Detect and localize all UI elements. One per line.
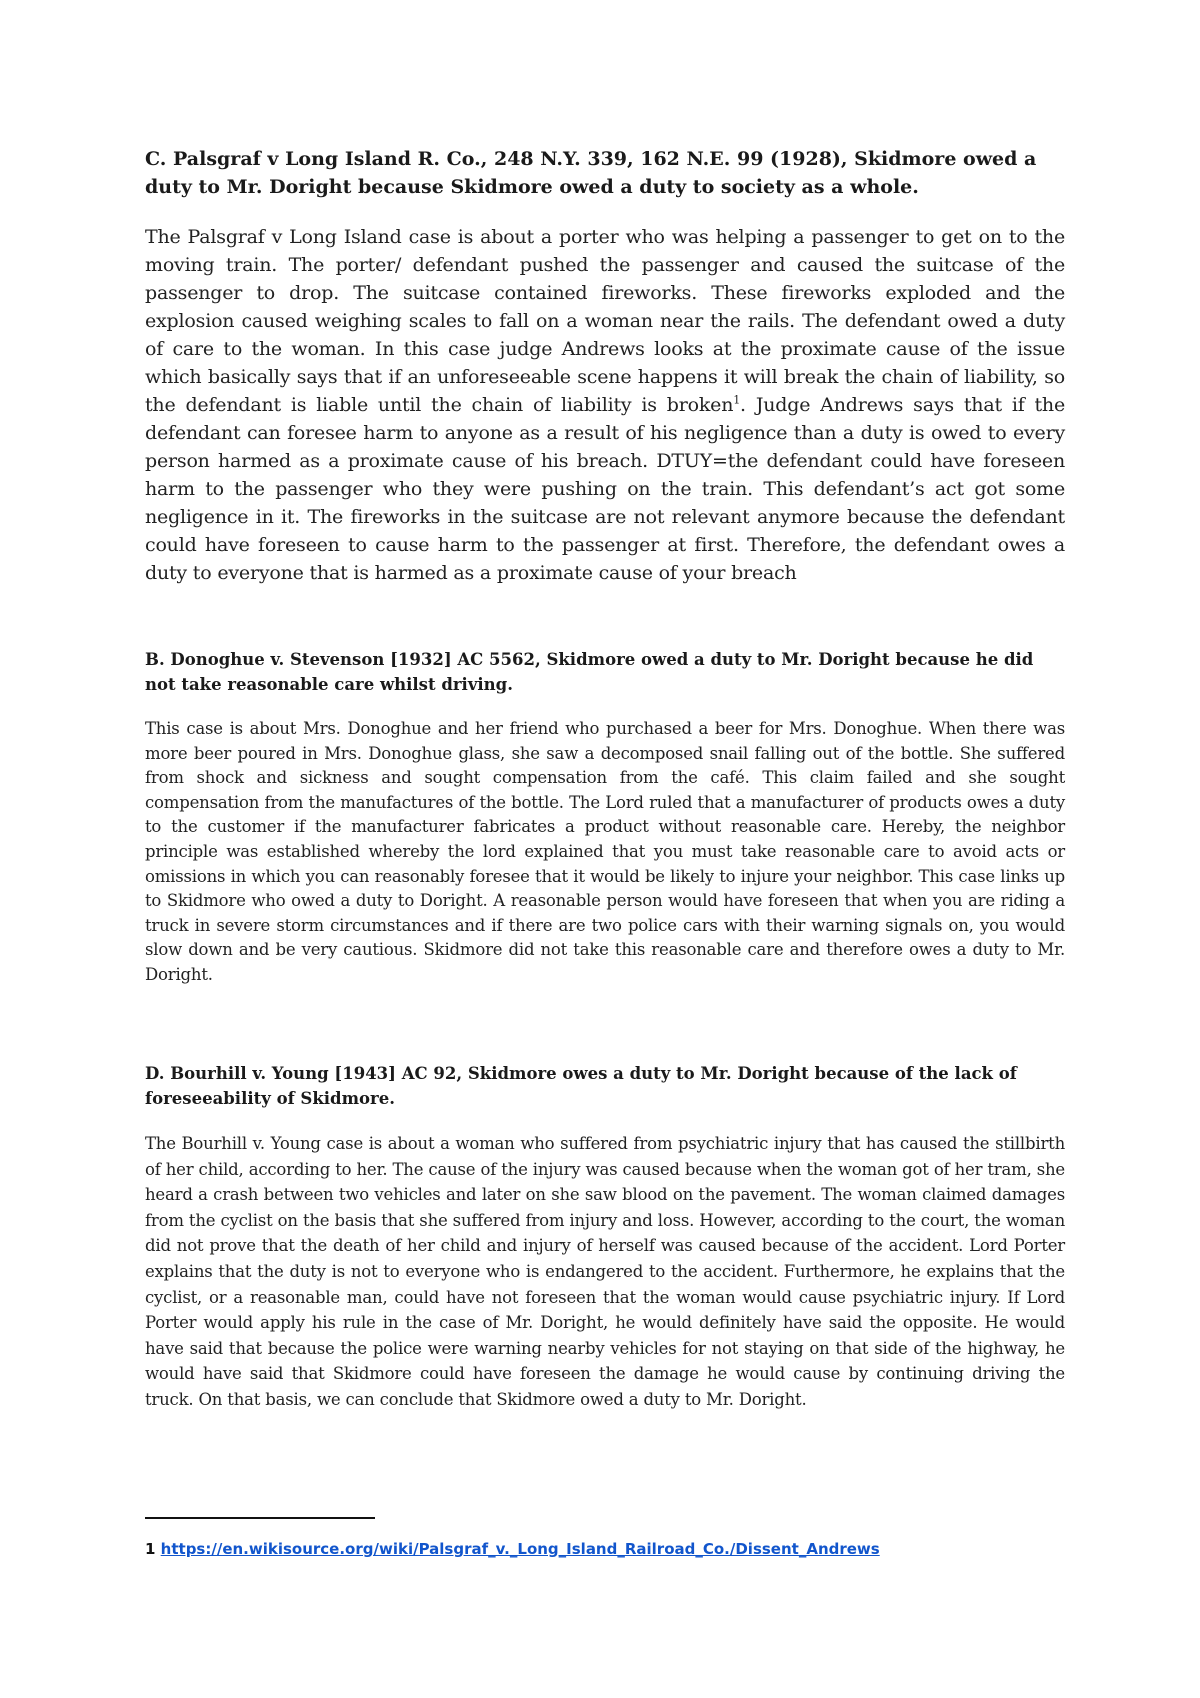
section-paragraph: The Bourhill v. Young case is about a woman who suffered from psychiatric injury that has caused the stillbirth of her child, according to her. The cause of the injury was caused because when the woman got of her tram, she heard a crash between two vehicles and later on she saw blood on the pavement. The woman claimed damages from the cyclist on the basis that she suffered from injury and loss. However, according to the court, the woman did not prove that the death of her child and injury of herself was caused because of the accident. Lord Porter explains that the duty is not to everyone who is endangered to the accident. Furthermore, he explains that the cyclist, or a reasonable man, could have not foreseen that the woman would cause psychiatric injury. If Lord Porter would apply his rule in the case of Mr. Doright, he would definitely have said the opposite. He would have said that because the police were warning nearby vehicles for not staying on that side of the highway, he would have said that Skidmore could have foreseen the damage he would cause by continuing driving the truck. On that basis, we can conclude that Skidmore owed a duty to Mr. Doright.: [145, 1134, 1065, 1409]
paragraph-text: . Judge Andrews says that if the defendant can foresee harm to anyone as a result of his negligence than a duty is owed to every person harmed as a proximate cause of his breach. DTUY=the defendant could have foreseen harm to the passenger who they were pushing on the train. This defendant’s act got some negligence in it. The fireworks in the suitcase are not relevant anymore because the defendant could have foreseen to cause harm to the passenger at first. Therefore, the defendant owes a duty to everyone that is harmed as a proximate cause of your breach: [145, 394, 1065, 584]
section-bourhill: [145, 1062, 1065, 1413]
footnote: [145, 1540, 880, 1558]
section-heading: D. Bourhill v. Young [1943] AC 92, Skidmore owes a duty to Mr. Doright because of the lack of foreseeability of Skidmore.: [145, 1064, 1017, 1108]
footnote-link[interactable]: https://en.wikisource.org/wiki/Palsgraf_v._Long_Island_Railroad_Co./Dissent_Andrews: [160, 1540, 880, 1558]
section-heading: C. Palsgraf v Long Island R. Co., 248 N.Y. 339, 162 N.E. 99 (1928), Skidmore owed a duty to Mr. Doright because Skidmore owed a duty to society as a whole.: [145, 148, 1037, 198]
section-palsgraf: [145, 145, 1065, 587]
footnote-reference[interactable]: 1: [733, 393, 741, 407]
section-paragraph: This case is about Mrs. Donoghue and her friend who purchased a beer for Mrs. Donoghue. When there was more beer poured in Mrs. Donoghue glass, she saw a decomposed snail falling out of the bottle. She suffered from shock and sickness and sought compensation from the café. This claim failed and she sought compensation from the manufactures of the bottle. The Lord ruled that a manufacturer of products owes a duty to the customer if the manufacturer fabricates a product without reasonable care. Hereby, the neighbor principle was established whereby the lord explained that you must take reasonable care to avoid acts or omissions in which you can reasonably foresee that it would be likely to injure your neighbor. This case links up to Skidmore who owed a duty to Doright. A reasonable person would have foreseen that when you are riding a truck in severe storm circumstances and if there are two police cars with their warning signals on, you would slow down and be very cautious. Skidmore did not take this reasonable care and therefore owes a duty to Mr. Doright.: [145, 719, 1065, 984]
paragraph-text: The Palsgraf v Long Island case is about a porter who was helping a passenger to get on to the moving train. The porter/ defendant pushed the passenger and caused the suitcase of the passenger to drop. The suitcase contained fireworks. These fireworks exploded and the explosion caused weighing scales to fall on a woman near the rails. The defendant owed a duty of care to the woman. In this case judge Andrews looks at the proximate cause of the issue which basically says that if an unforeseeable scene happens it will break the chain of liability, so the defendant is liable until the chain of liability is broken: [145, 226, 1065, 416]
section-donoghue: [145, 648, 1065, 988]
section-heading: B. Donoghue v. Stevenson [1932] AC 5562, Skidmore owed a duty to Mr. Doright because he did not take reasonable care whilst driving.: [145, 650, 1034, 694]
section-paragraph: [145, 223, 1065, 587]
footnote-divider: [145, 1517, 375, 1519]
footnote-number: 1: [145, 1540, 156, 1558]
